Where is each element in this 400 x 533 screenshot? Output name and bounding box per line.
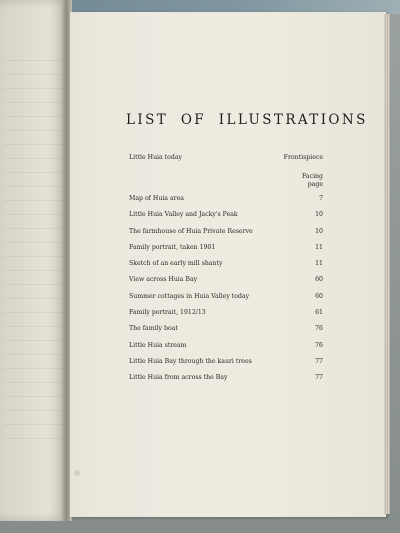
- facing-label: Facing: [302, 173, 323, 180]
- page-edges: [384, 14, 390, 514]
- entry-page: 77: [315, 374, 323, 382]
- entry-page: 61: [315, 309, 323, 317]
- list-item: [129, 293, 323, 301]
- entry-page: Frontispiece: [283, 154, 323, 161]
- entry-title: Family portrait, taken 1901: [129, 243, 216, 251]
- entry-title: Family portrait, 1912/13: [129, 309, 206, 317]
- entry-title: Little Huia from across the Bay: [129, 374, 228, 382]
- entry-page: 11: [315, 260, 323, 268]
- entry-page: 60: [315, 276, 323, 284]
- list-item: [129, 211, 323, 219]
- entry-title: Little Huia Valley and Jacky's Peak: [129, 211, 238, 219]
- entry-page: 10: [315, 211, 323, 219]
- entry-title: The farmhouse of Huia Private Reserve: [129, 227, 253, 235]
- facing-page-header: [290, 173, 323, 188]
- entry-title: The family boat: [129, 325, 178, 333]
- entry-title: Little Huia today: [129, 154, 183, 161]
- entry-title: Summer cottages in Huia Valley today: [129, 292, 250, 300]
- list-item: [129, 260, 323, 268]
- list-item: [129, 228, 323, 236]
- entry-page: 7: [319, 195, 323, 202]
- list-item: [129, 325, 323, 333]
- entry-page: 77: [315, 357, 323, 365]
- entry-page: 76: [315, 325, 323, 333]
- list-item: [129, 195, 323, 203]
- entry-title: Little Huia stream: [129, 341, 187, 349]
- left-page: [0, 0, 68, 521]
- entry-title: Little Huia Bay through the kauri trees: [129, 357, 252, 365]
- entry-title: Sketch of an early mill shanty: [129, 260, 223, 268]
- list-item: [129, 244, 323, 252]
- entry-page: 60: [315, 292, 323, 300]
- entry-title: View across Huia Bay: [129, 276, 198, 284]
- page-title: LIST OF ILLUSTRATIONS: [126, 112, 368, 128]
- entry-page: 10: [315, 227, 323, 235]
- list-item: [129, 276, 323, 284]
- list-item: [129, 374, 323, 382]
- left-page-show-through: [4, 60, 62, 440]
- entry-title: Map of Huia area: [129, 195, 184, 202]
- list-item: [129, 309, 323, 317]
- paper-spot: [74, 470, 80, 476]
- entry-page: 76: [315, 341, 323, 349]
- list-item: [129, 358, 323, 366]
- illustration-entries: [129, 195, 323, 391]
- entry-page: 11: [315, 243, 323, 251]
- list-item: [129, 342, 323, 350]
- page-label: page: [307, 180, 323, 188]
- list-item-frontispiece: [129, 154, 323, 162]
